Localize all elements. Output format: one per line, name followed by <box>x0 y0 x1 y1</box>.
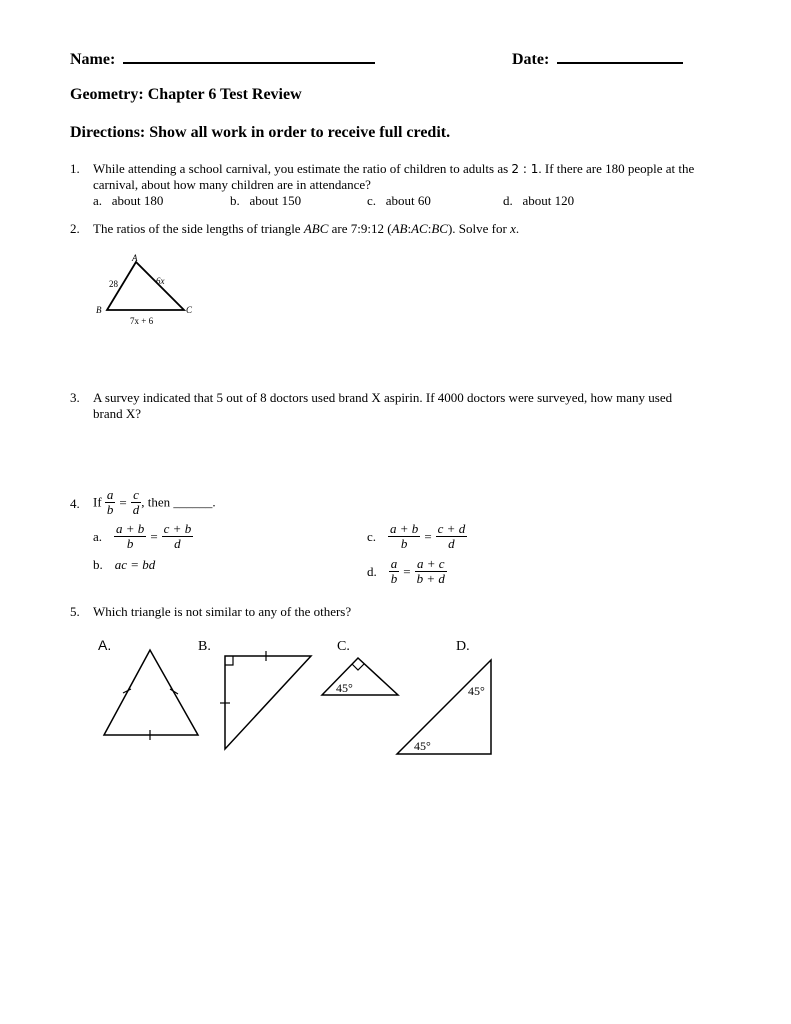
denominator: b <box>106 502 114 517</box>
triangle-a <box>104 650 198 735</box>
equals-sign: = <box>403 563 411 579</box>
q1-line2: carnival, about how many children are in attendance? <box>93 177 371 192</box>
triangle-b <box>225 656 311 749</box>
q1-ratio: 2 : 1 <box>511 162 539 176</box>
name-field-row <box>70 48 375 69</box>
angle-d-top-label: 45° <box>468 684 485 698</box>
q1-choice-a[interactable] <box>93 193 163 209</box>
fraction <box>114 522 146 551</box>
choice-text: about 150 <box>249 193 302 208</box>
denominator: b <box>400 536 408 551</box>
fraction <box>436 522 468 551</box>
triangle-d-label: D. <box>456 639 470 654</box>
choice-letter: d. <box>503 193 513 208</box>
choice-letter: b. <box>230 193 240 208</box>
page-title: Geometry: Chapter 6 Test Review <box>70 86 302 103</box>
vertex-b-label: B <box>96 305 102 315</box>
q4-choice-a[interactable] <box>93 522 193 551</box>
date-label: Date: <box>512 51 550 68</box>
denominator: b + d <box>416 571 445 586</box>
q4-stem-frac-ab <box>105 488 116 517</box>
triangle-d <box>397 660 491 754</box>
q2-number: 2. <box>70 221 80 236</box>
numerator: c <box>131 488 142 503</box>
fraction <box>415 557 447 586</box>
q4-stem-frac-cd <box>131 488 142 517</box>
numerator: c + b <box>163 521 192 536</box>
vertex-a-label: A <box>132 253 138 263</box>
vertex-c-label: C <box>186 305 193 315</box>
fraction <box>388 522 420 551</box>
numerator: a + b <box>116 521 145 536</box>
equals-sign: = <box>119 494 127 510</box>
q2-text-d: . <box>515 221 520 236</box>
equals-sign: = <box>150 528 158 544</box>
q3-line2: brand X? <box>93 406 142 421</box>
choice-text: about 120 <box>522 193 575 208</box>
q2-text-b: are 7:9:12 ( <box>328 221 392 236</box>
q1-choice-b[interactable] <box>230 193 301 209</box>
choice-letter: c. <box>367 528 377 544</box>
q2-side-bc: BC <box>431 221 448 236</box>
fraction <box>162 522 194 551</box>
numerator: a <box>106 487 114 502</box>
side-bc-label: 7x + 6 <box>130 316 154 326</box>
triangle-b-label: B. <box>198 639 211 654</box>
q4-choice-c[interactable] <box>367 522 467 551</box>
q4-then: , then ______. <box>141 494 216 510</box>
q2-triangle-name: ABC <box>303 221 329 236</box>
fraction <box>389 557 400 586</box>
name-blank[interactable] <box>123 48 375 64</box>
q2-side-ac: AC <box>411 221 428 236</box>
directions: Directions: Show all work in order to receive full credit. <box>70 124 451 141</box>
triangle-abc <box>107 262 184 310</box>
q4-choice-d[interactable] <box>367 557 447 586</box>
choice-letter: d. <box>367 563 377 579</box>
q2-colon: : <box>427 221 432 236</box>
choice-text: ac = bd <box>114 557 156 572</box>
right-angle-mark <box>352 664 364 670</box>
q1-text-a: While attending a school carnival, you estimate the ratio of children to adults as <box>93 161 512 176</box>
side-ac-label: 6x <box>156 276 165 286</box>
q5-number: 5. <box>70 604 80 619</box>
q2-triangle-figure <box>90 250 210 330</box>
denominator: d <box>174 536 181 551</box>
numerator: c + d <box>437 521 466 536</box>
date-field-row <box>512 48 683 69</box>
right-angle-mark <box>225 656 233 665</box>
q1-choice-d[interactable] <box>503 193 574 209</box>
equals-sign: = <box>424 528 432 544</box>
q1-number: 1. <box>70 161 80 176</box>
side-ab-label: 28 <box>109 279 118 289</box>
numerator: a + b <box>390 521 419 536</box>
choice-letter: c. <box>367 193 377 208</box>
q5-triangles-figure <box>90 632 510 762</box>
q5-text: Which triangle is not similar to any of the others? <box>93 604 352 619</box>
choice-text: about 180 <box>111 193 164 208</box>
q4-number: 4. <box>70 496 80 511</box>
q3-line1: A survey indicated that 5 out of 8 doctors used brand X aspirin. If 4000 doctors were surveyed, how many used <box>93 390 673 405</box>
q1-text-b: . If there are 180 people at the <box>538 161 695 176</box>
choice-letter: a. <box>93 528 103 544</box>
denominator: b <box>390 571 398 586</box>
q1-line1 <box>93 161 694 177</box>
denominator: d <box>132 502 140 517</box>
q3-number: 3. <box>70 390 80 405</box>
triangle-c <box>322 658 398 695</box>
angle-d-bottom-label: 45° <box>414 739 431 753</box>
triangle-c-label: C. <box>337 639 350 654</box>
choice-letter: b. <box>93 557 103 572</box>
denominator: b <box>126 536 134 551</box>
choice-letter: a. <box>93 193 103 208</box>
numerator: a + c <box>415 557 447 572</box>
triangle-a-label: A. <box>98 637 112 653</box>
denominator: d <box>448 536 455 551</box>
q4-if: If <box>93 494 102 510</box>
name-label: Name: <box>70 51 116 68</box>
angle-c-label: 45° <box>336 681 353 695</box>
q1-choice-c[interactable] <box>367 193 431 209</box>
q2-side-ab: AB <box>391 221 408 236</box>
q2-text-c: ). Solve for <box>447 221 511 236</box>
q2-variable: x <box>510 221 516 236</box>
q2-colon: : <box>407 221 412 236</box>
numerator: a <box>390 556 398 571</box>
q4-stem <box>93 488 216 517</box>
date-blank[interactable] <box>557 48 683 64</box>
choice-text: about 60 <box>385 193 431 208</box>
q2-text <box>93 221 519 237</box>
q4-choice-b[interactable] <box>93 557 155 573</box>
q2-text-a: The ratios of the side lengths of triangle <box>93 221 304 236</box>
